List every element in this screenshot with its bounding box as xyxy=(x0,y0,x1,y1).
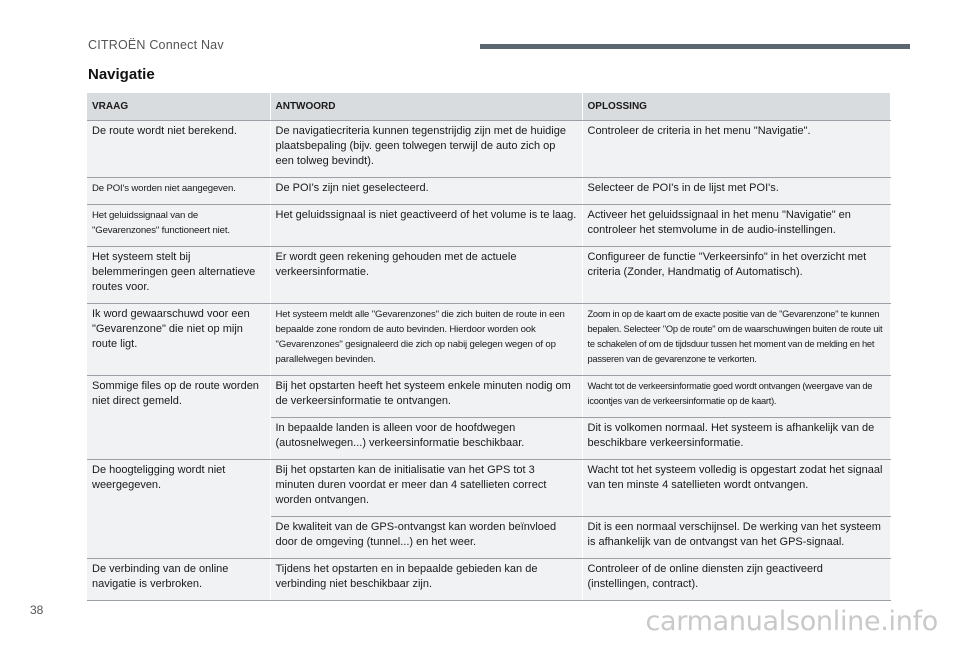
answer-cell: Het geluidssignaal is niet geactiveerd of het volume is te laag. xyxy=(270,205,582,247)
watermark: carmanualsonline.info xyxy=(645,606,938,637)
answer-cell: In bepaalde landen is alleen voor de hoofdwegen (autosnelwegen...) verkeersinformatie beschikbaar. xyxy=(270,418,582,460)
table-row xyxy=(87,247,890,304)
table-row xyxy=(87,178,890,205)
answer-cell: Tijdens het opstarten en in bepaalde gebieden kan de verbinding niet beschikbaar zijn. xyxy=(270,559,582,601)
faq-table xyxy=(87,93,891,601)
solution-cell: Controleer of de online diensten zijn geactiveerd (instellingen, contract). xyxy=(582,559,890,601)
table-row xyxy=(87,460,890,517)
answer-cell: Het systeem meldt alle "Gevarenzones" die zich buiten de route in een bepaalde zone rondom de auto bevinden. Hierdoor worden ook "Gevarenzones" gesignaleerd die zich op nabij gelegen wegen of op parallelwegen bevinden. xyxy=(270,304,582,376)
section-title: Navigatie xyxy=(88,66,155,83)
question-cell: De hoogteligging wordt niet weergegeven. xyxy=(87,460,270,559)
question-cell: De route wordt niet berekend. xyxy=(87,121,270,178)
table-row xyxy=(87,304,890,376)
header-brand: CITROËN Connect Nav xyxy=(88,38,224,52)
answer-cell: De kwaliteit van de GPS-ontvangst kan worden beïnvloed door de omgeving (tunnel...) en het weer. xyxy=(270,517,582,559)
solution-cell: Zoom in op de kaart om de exacte positie van de "Gevarenzone" te kunnen bepalen. Selecteer "Op de route" om de waarschuwingen buiten de route uit te schakelen of om de tijdsduur tussen het moment van de melding en het passeren van de gevarenzone te verkorten. xyxy=(582,304,890,376)
solution-cell: Configureer de functie "Verkeersinfo" in het overzicht met criteria (Zonder, Handmatig of Automatisch). xyxy=(582,247,890,304)
solution-cell: Dit is volkomen normaal. Het systeem is afhankelijk van de beschikbare verkeersinformatie. xyxy=(582,418,890,460)
solution-cell: Selecteer de POI's in de lijst met POI's. xyxy=(582,178,890,205)
table-row xyxy=(87,121,890,178)
solution-cell: Wacht tot de verkeersinformatie goed wordt ontvangen (weergave van de icoontjes van de verkeersinformatie op de kaart). xyxy=(582,376,890,418)
header-antwoord: ANTWOORD xyxy=(270,93,582,121)
answer-cell: Bij het opstarten kan de initialisatie van het GPS tot 3 minuten duren voordat er meer dan 4 satellieten correct worden ontvangen. xyxy=(270,460,582,517)
answer-cell: Bij het opstarten heeft het systeem enkele minuten nodig om de verkeersinformatie te ontvangen. xyxy=(270,376,582,418)
question-cell: Het systeem stelt bij belemmeringen geen alternatieve routes voor. xyxy=(87,247,270,304)
solution-cell: Dit is een normaal verschijnsel. De werking van het systeem is afhankelijk van de ontvangst van het GPS-signaal. xyxy=(582,517,890,559)
solution-cell: Activeer het geluidssignaal in het menu "Navigatie" en controleer het stemvolume in de audio-instellingen. xyxy=(582,205,890,247)
table-header-row xyxy=(87,93,890,121)
header-bar xyxy=(480,44,910,49)
answer-cell: De navigatiecriteria kunnen tegenstrijdig zijn met de huidige plaatsbepaling (bijv. geen tolwegen terwijl de auto zich op een tolweg bevindt). xyxy=(270,121,582,178)
header-vraag: VRAAG xyxy=(87,93,270,121)
table-row xyxy=(87,205,890,247)
question-cell: Sommige files op de route worden niet direct gemeld. xyxy=(87,376,270,460)
question-cell: De POI's worden niet aangegeven. xyxy=(87,178,270,205)
solution-cell: Controleer de criteria in het menu "Navigatie". xyxy=(582,121,890,178)
question-cell: Ik word gewaarschuwd voor een "Gevarenzone" die niet op mijn route ligt. xyxy=(87,304,270,376)
answer-cell: De POI's zijn niet geselecteerd. xyxy=(270,178,582,205)
table-row xyxy=(87,376,890,418)
page-number: 38 xyxy=(30,603,44,617)
table-row xyxy=(87,559,890,601)
question-cell: De verbinding van de online navigatie is verbroken. xyxy=(87,559,270,601)
question-cell: Het geluidssignaal van de "Gevarenzones" functioneert niet. xyxy=(87,205,270,247)
header-oplossing: OPLOSSING xyxy=(582,93,890,121)
solution-cell: Wacht tot het systeem volledig is opgestart zodat het signaal van ten minste 4 satellieten wordt ontvangen. xyxy=(582,460,890,517)
answer-cell: Er wordt geen rekening gehouden met de actuele verkeersinformatie. xyxy=(270,247,582,304)
